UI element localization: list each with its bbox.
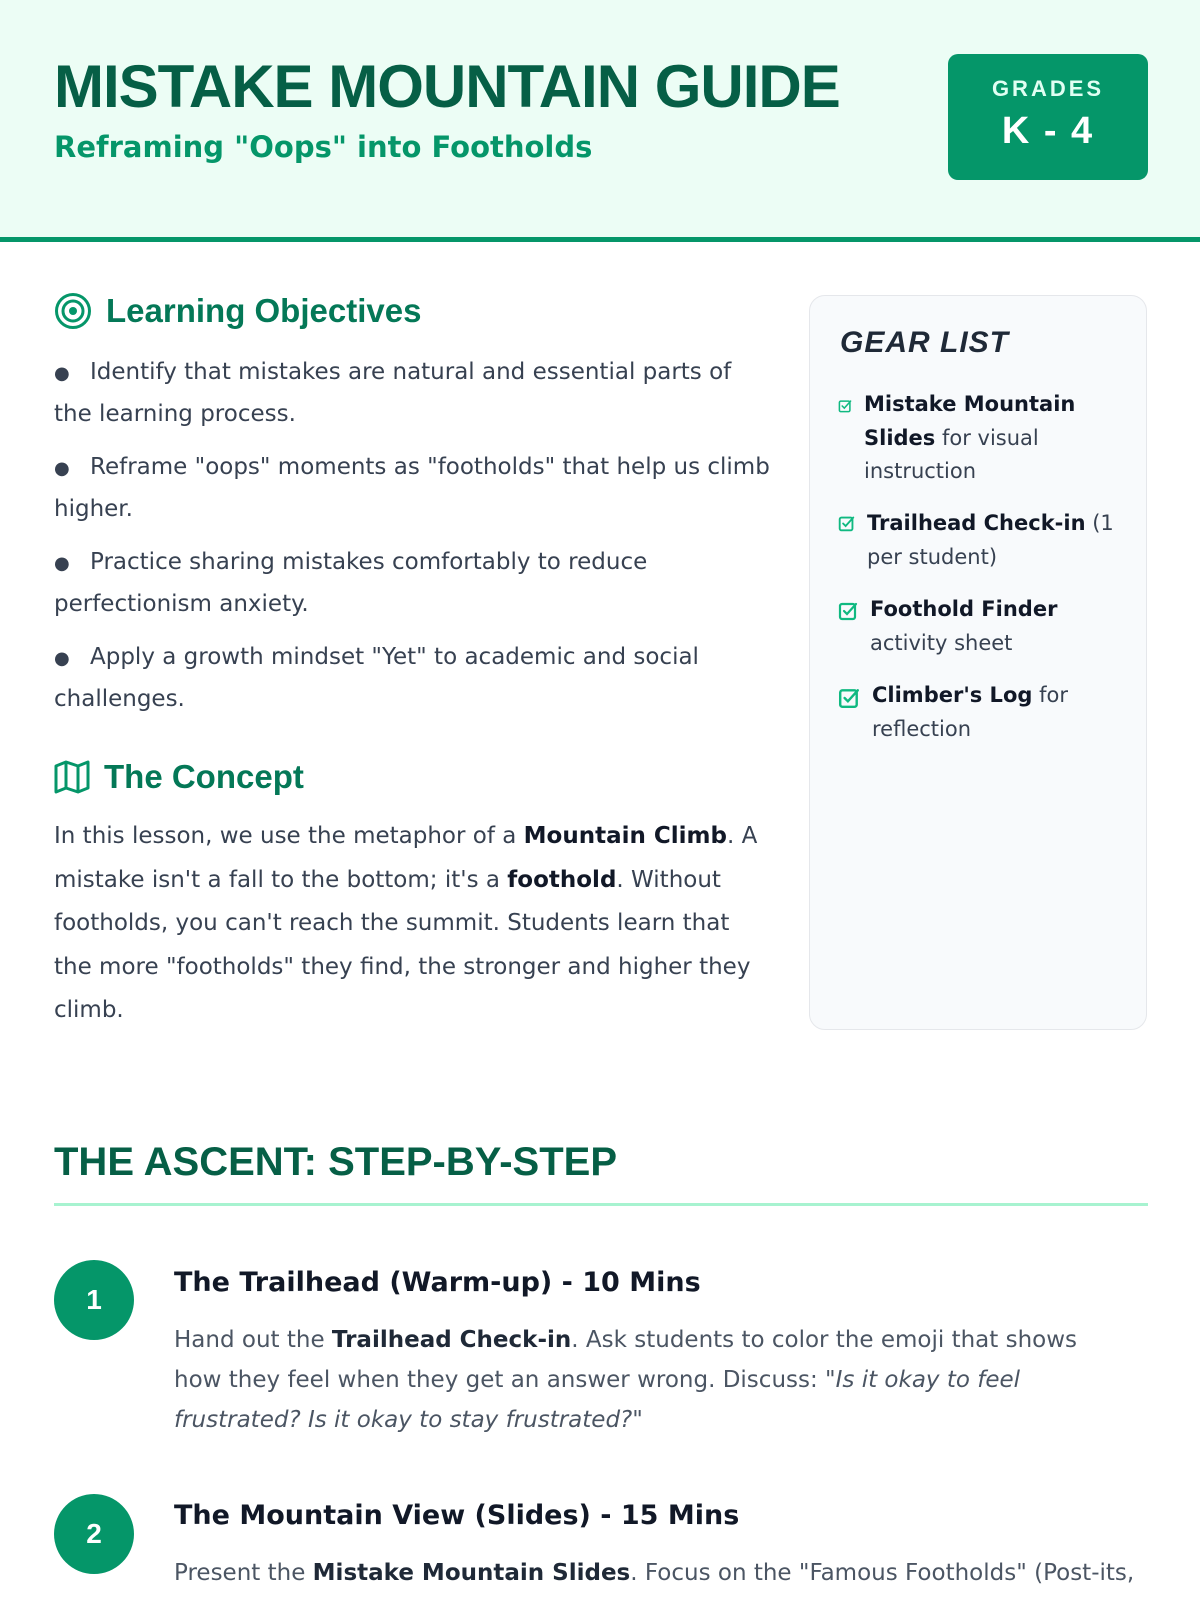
step-title: The Trailhead (Warm-up) - 10 Mins <box>174 1267 701 1298</box>
step-number-badge: 2 <box>54 1494 134 1574</box>
objectives-heading-label: Learning Objectives <box>106 292 422 329</box>
checkbox-check-icon <box>838 515 855 532</box>
grade-value: K - 4 <box>1001 110 1095 152</box>
gear-list-panel <box>809 295 1147 1030</box>
step-title: The Mountain View (Slides) - 15 Mins <box>174 1500 740 1531</box>
concept-paragraph: In this lesson, we use the metaphor of a Mountain Climb. A mistake isn't a fall to the bottom; it's a foothold. Without footholds, you can't reach the summit. Students learn that the more "footholds" they find, the stronger and higher they climb. <box>54 823 758 1023</box>
step-description: Hand out the Trailhead Check-in. Ask students to color the emoji that shows how they feel when they get an answer wrong. Discuss: "Is it okay to feel frustrated? Is it okay to stay frustrated?" <box>174 1327 1078 1433</box>
ascent-heading: THE ASCENT: STEP-BY-STEP <box>54 1140 618 1184</box>
list-item: ● Identify that mistakes are natural and essential parts of the learning process. <box>54 359 732 427</box>
concept-heading <box>54 758 304 796</box>
target-icon <box>54 292 92 330</box>
gear-list-title: GEAR LIST <box>840 326 1010 359</box>
list-item: ● Practice sharing mistakes comfortably to reduce perfectionism anxiety. <box>54 549 648 617</box>
section-divider <box>54 1203 1148 1206</box>
list-item: ● Apply a growth mindset "Yet" to academic and social challenges. <box>54 644 699 712</box>
objectives-heading <box>54 292 421 330</box>
list-item: ● Reframe "oops" moments as "footholds" that help us climb higher. <box>54 454 770 522</box>
gear-item: Mistake Mountain Slides for visual instruction <box>838 388 1128 489</box>
objectives-list <box>54 352 774 732</box>
page-subtitle: Reframing "Oops" into Footholds <box>54 130 593 164</box>
gear-item: Trailhead Check-in (1 per student) <box>838 507 1133 574</box>
concept-heading-label: The Concept <box>104 758 304 795</box>
page-title: MISTAKE MOUNTAIN GUIDE <box>54 53 840 120</box>
grade-label: GRADES <box>991 76 1105 101</box>
grade-badge <box>948 54 1148 180</box>
step-number-badge: 1 <box>54 1260 134 1340</box>
checkbox-check-icon <box>838 687 860 709</box>
page-header <box>0 0 1200 242</box>
gear-item: Foothold Finder activity sheet <box>838 593 1133 660</box>
map-icon <box>54 760 90 794</box>
gear-item: Climber's Log for reflection <box>838 679 1128 746</box>
checkbox-check-icon <box>838 399 852 413</box>
checkbox-check-icon <box>838 601 858 621</box>
step-description: Present the Mistake Mountain Slides. Focus on the "Famous Footholds" (Post-its, <box>174 1560 1135 1586</box>
